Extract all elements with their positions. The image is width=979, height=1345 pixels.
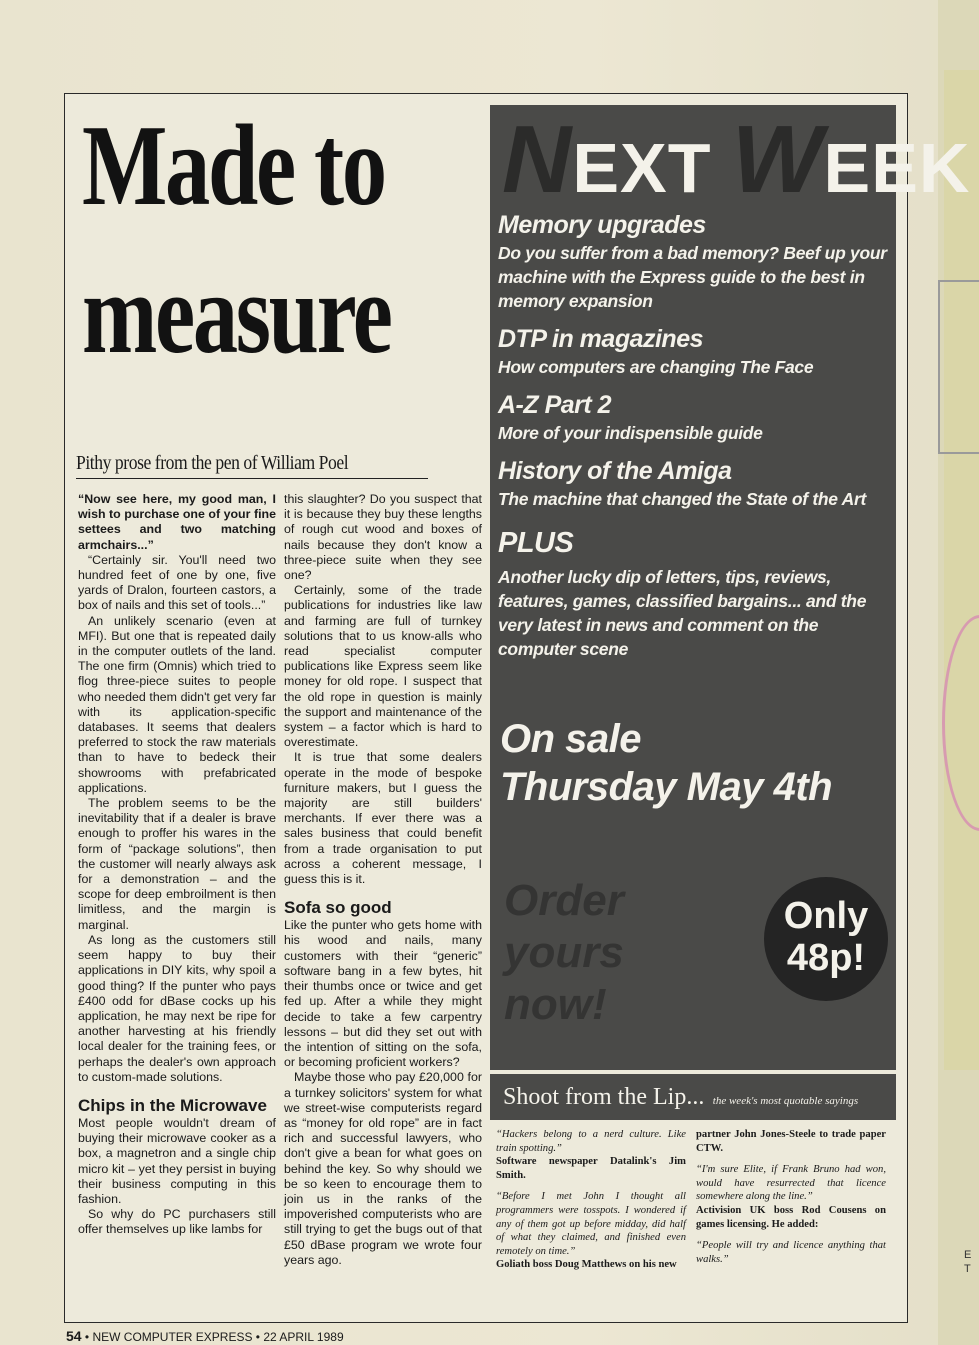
paragraph: this slaughter? Do you suspect that it is because they buy these lengths of rough cut wood and boxes of nails because they don't know a three-piece suite when they see one? (284, 492, 482, 583)
next-week-panel (490, 105, 971, 1070)
facing-page-box (938, 280, 979, 454)
article-column-1 (78, 492, 276, 1238)
page-footer (66, 1328, 344, 1344)
headline-line1: Made to (82, 102, 385, 230)
next-week-item (498, 523, 890, 661)
next-week-item-heading: A-Z Part 2 (498, 391, 612, 419)
facing-page-tint (944, 70, 979, 1070)
quote-attribution: partner John Jones-Steele to trade paper CTW. (696, 1129, 886, 1154)
order-line1: Order (504, 876, 624, 925)
column-1-paragraphs (78, 492, 276, 1085)
next-week-item-description: The machine that changed the State of the Art (498, 489, 866, 509)
lip-header (490, 1074, 896, 1120)
subheading-chips: Chips in the Microwave (78, 1095, 267, 1115)
paragraph: “Certainly sir. You'll need two hundred feet of one by one, five yards of Dralon, fourteen castors, a box of nails and this set of tools...” (78, 552, 276, 613)
next-week-item-description: Do you suffer from a bad memory? Beef up your machine with the Express guide to the best in memory expansion (498, 243, 887, 311)
price-line2: 48p! (786, 937, 866, 979)
column-2-paragraphs (284, 492, 482, 887)
next-week-item (498, 209, 890, 313)
next-week-item-description: How computers are changing The Face (498, 357, 814, 377)
next-week-item-heading: PLUS (498, 527, 574, 559)
on-sale-line2: Thursday May 4th (500, 765, 833, 809)
order-line3: now! (504, 980, 607, 1029)
paragraph: Maybe those who pay £20,000 for a turnkey solicitors' system for what we street-wise computerists regard as “money for old rope” are in fact rich and successful lawyers, who don't give a bean for what goes on behind the key. So why should we be so keen to encourage them to join us in the ranks of the impoverished computerists who are still trying to get the bugs out of that £50 dBase program we wrote four years ago. (284, 1070, 482, 1267)
quote-attribution: Goliath boss Doug Matthews on his new (496, 1259, 677, 1271)
quote-attribution: Activision UK boss Rod Cousens on games licensing. He added: (696, 1204, 886, 1230)
order-line2: yours (504, 928, 624, 977)
facing-page-text (964, 1248, 971, 1276)
order-now-text (504, 875, 624, 1031)
subheading-sofa: Sofa so good (284, 898, 392, 918)
on-sale-date (500, 715, 832, 811)
paragraph: “Now see here, my good man, I wish to purchase one of your fine settees and two matching armchairs...” (78, 492, 276, 552)
title-letter-w: W (731, 106, 824, 213)
price-line1: Only (783, 895, 869, 937)
next-week-item-heading: History of the Amiga (498, 457, 732, 485)
quote-text: “I'm sure Elite, if Frank Bruno had won, would have resurrected that licence somewhere along the line.” (696, 1164, 886, 1203)
title-eek: EEK (823, 129, 971, 207)
footer-publication: • NEW COMPUTER EXPRESS • 22 APRIL 1989 (84, 1330, 344, 1344)
title-letter-n: N (502, 106, 573, 213)
paragraph: An unlikely scenario (even at MFI). But one that is repeated daily in the computer outlets of the land. The one firm (Omnis) which tried to flog three-piece suites to people who needed them didn't get very far with its application-specific databases. It seems that dealers preferred to stock the raw materials than to have to bedeck their showrooms with prefabricated applications. (78, 613, 276, 795)
facing-page-text-line2: T (964, 1263, 971, 1275)
article-column-2 (284, 492, 482, 1268)
shoot-from-the-lip-panel (490, 1074, 896, 1314)
article-standfirst: Pithy prose from the pen of William Poel (76, 450, 428, 479)
lip-column-1 (496, 1128, 686, 1272)
quote-attribution: Software newspaper Datalink's Jim Smith. (496, 1156, 686, 1181)
price-badge (764, 877, 888, 1001)
next-week-item (498, 455, 890, 511)
next-week-item-heading: DTP in magazines (498, 325, 704, 353)
paragraph: Most people wouldn't dream of buying their microwave cooker as a box, a magnetron and a single chip micro kit – yet they persist in buying their business computing in this fashion. (78, 1115, 276, 1206)
next-week-item-description: Another lucky dip of letters, tips, reviews, features, games, classified bargains... and the very latest in news and comment on the computer scene (498, 567, 867, 659)
on-sale-line1: On sale (500, 717, 642, 761)
page-number: 54 (66, 1328, 82, 1344)
quote-text: “Before I met John I thought all programmers were tosspots. I wondered if any of them got up before midday, did half of what they claimed, and finished even remotely on time.” (496, 1191, 686, 1257)
paragraph: The problem seems to be the inevitability that if a dealer is brave enough to proffer his wares in the form of “package solutions”, then the customer will nearly always ask for a demonstration – and the scope for deep embroilment is then limitless, and the margin is marginal. (78, 796, 276, 932)
quote-spacer (696, 1231, 886, 1239)
next-week-items (498, 209, 890, 671)
lip-subtitle: the week's most quotable sayings (712, 1095, 859, 1107)
lip-column-2 (696, 1128, 886, 1266)
title-ext: EXT (572, 129, 732, 207)
next-week-item (498, 389, 890, 445)
quote-spacer (496, 1182, 686, 1190)
paragraph: As long as the customers still seem happy to buy their applications in DIY kits, why spoil a good thing? If the punter who pays £400 odd for dBase cocks up his application, he may next be ripe for another harvesting at his friendly local dealer for the training fees, or perhaps the dealer's own approach to custom-made solutions. (78, 932, 276, 1084)
next-week-item-description: More of your indispensible guide (498, 423, 763, 443)
lip-title: Shoot from the Lip... (503, 1084, 705, 1110)
facing-page-text-line1: E (964, 1249, 972, 1261)
column-1-paragraphs-after (78, 1116, 276, 1238)
paragraph: Certainly, some of the trade publications for industries like law and farming are full of turnkey solutions that to us know-alls who read specialist computer publications like Express seem like money for old rope. I suspect that the old rope in question is mainly the support and maintenance of the system – a factor which is hard to overestimate. (284, 583, 482, 750)
headline-line2: measure (82, 250, 391, 378)
paragraph: So why do PC purchasers still offer themselves up like lambs for (78, 1207, 276, 1237)
column-2-paragraphs-after (284, 918, 482, 1268)
paragraph: Like the punter who gets home with his wood and nails, many customers with their “generic” software bang in a few bytes, hit their thumbs once or twice and get fed up. After a while they might decide to take a few carpentry lessons – but did they set out with the intention of sitting on the sofa, or becoming proficient workers? (284, 918, 482, 1070)
paragraph: It is true that some dealers operate in the mode of bespoke furniture makers, but I guess the majority are still builders' merchants. If ever there was a sales business that could benefit from a trade organisation to put across a coherent message, I guess this is it. (284, 750, 482, 887)
article-headline (82, 92, 394, 388)
quote-spacer (696, 1155, 886, 1163)
next-week-item-heading: Memory upgrades (498, 211, 706, 239)
next-week-item (498, 323, 890, 379)
next-week-title (502, 106, 971, 213)
quote-text: “Hackers belong to a nerd culture. Like train spotting.” (496, 1129, 686, 1154)
quote-text: “People will try and licence anything that walks.” (696, 1240, 886, 1265)
